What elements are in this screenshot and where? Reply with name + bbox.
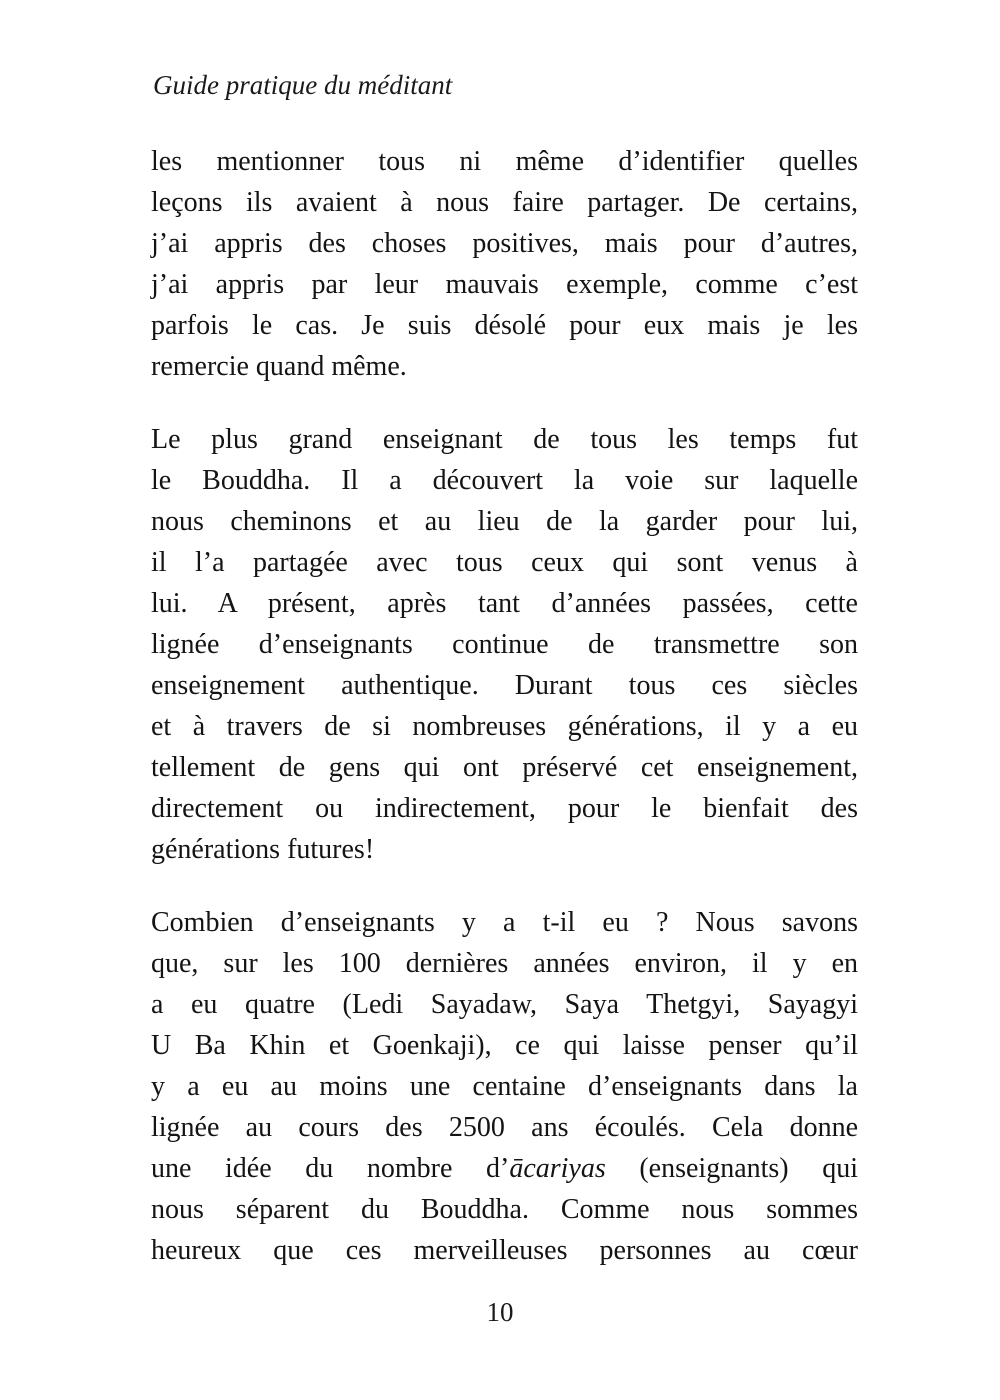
text-line: une idée du nombre d’ācariyas (enseignants) qui — [151, 1153, 859, 1184]
text-line: lui. A présent, après tant d’années passées, cette — [151, 588, 858, 619]
text-line: Le plus grand enseignant de tous les temps fut — [151, 424, 858, 455]
text-line: Combien d’enseignants y a t-il eu ? Nous savons — [151, 907, 858, 938]
text-line: que, sur les 100 dernières années environ, il y en — [151, 948, 858, 979]
text-line: nous cheminons et au lieu de la garder pour lui, — [151, 506, 858, 537]
text-line: j’ai appris des choses positives, mais pour d’autres, — [151, 228, 858, 259]
text-line: tellement de gens qui ont préservé cet enseignement, — [151, 752, 858, 783]
paragraph — [151, 141, 858, 387]
text-line: nous séparent du Bouddha. Comme nous sommes — [151, 1194, 858, 1225]
text-line: y a eu au moins une centaine d’enseignants dans la — [151, 1071, 858, 1102]
text-line: j’ai appris par leur mauvais exemple, comme c’est — [151, 269, 858, 300]
page-number: 10 — [486, 1297, 514, 1327]
text-line: heureux que ces merveilleuses personnes au cœur — [151, 1235, 858, 1266]
text-line: enseignement authentique. Durant tous ces siècles — [151, 670, 858, 701]
text-line: le Bouddha. Il a découvert la voie sur laquelle — [151, 465, 858, 496]
body-text — [151, 141, 858, 1271]
text-line: les mentionner tous ni même d’identifier quelles — [151, 146, 858, 177]
text-line: directement ou indirectement, pour le bienfait des — [151, 793, 858, 824]
text-line: a eu quatre (Ledi Sayadaw, Saya Thetgyi, Sayagyi — [151, 989, 858, 1020]
text-line: et à travers de si nombreuses générations, il y a eu — [151, 711, 858, 742]
text-line: il l’a partagée avec tous ceux qui sont venus à — [151, 547, 858, 578]
text-line: lignée au cours des 2500 ans écoulés. Cela donne — [151, 1112, 858, 1143]
text-line: générations futures! — [151, 834, 375, 865]
paragraph — [151, 902, 858, 1271]
text-line: leçons ils avaient à nous faire partager. De certains, — [151, 187, 858, 218]
text-line: U Ba Khin et Goenkaji), ce qui laisse penser qu’il — [151, 1030, 858, 1061]
text-line: remercie quand même. — [151, 351, 407, 382]
text-line: lignée d’enseignants continue de transmettre son — [151, 629, 858, 660]
text-line: parfois le cas. Je suis désolé pour eux mais je les — [151, 310, 858, 341]
running-header: Guide pratique du méditant — [153, 70, 453, 100]
paragraph — [151, 419, 858, 870]
